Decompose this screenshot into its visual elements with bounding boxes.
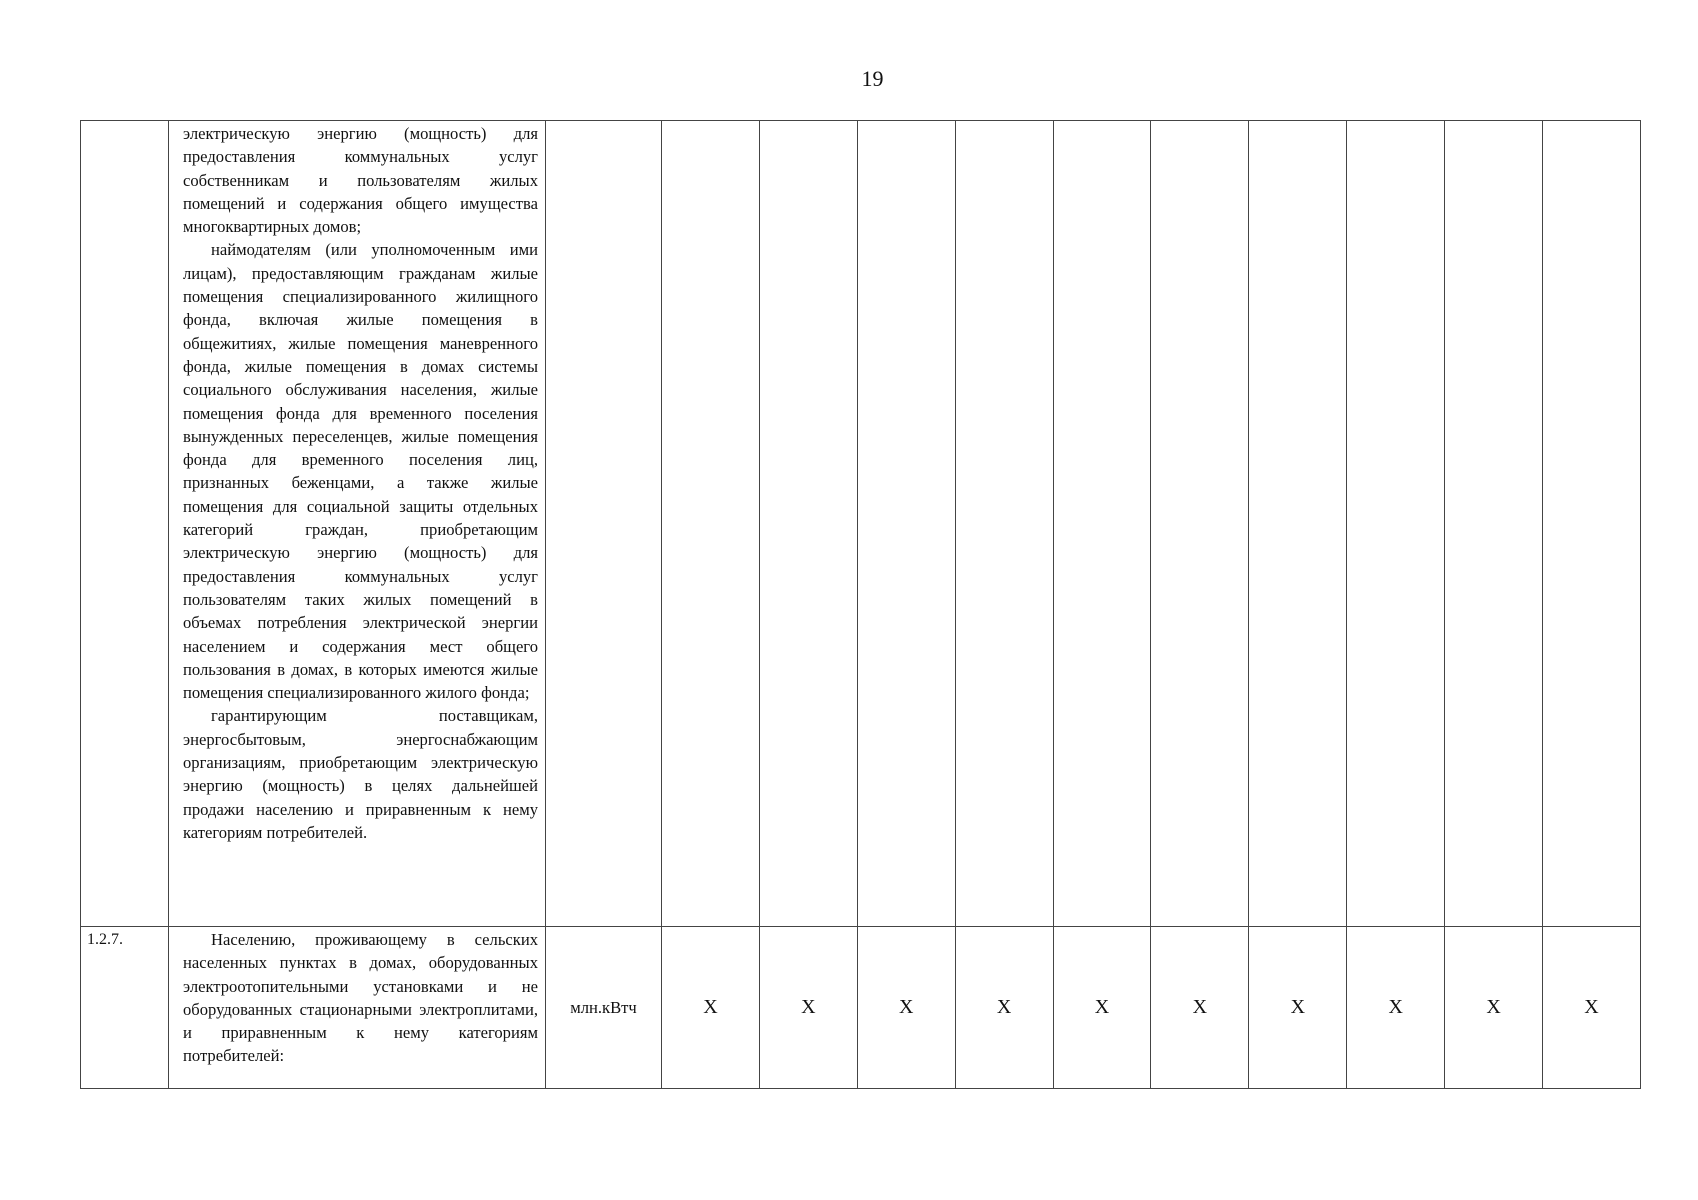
description-paragraph: электрическую энергию (мощность) для предоставления коммунальных услуг собственникам и пользователям жилых помещений и содержания общего имущества многоквартирных домов;: [183, 124, 538, 237]
unit-cell: млн.кВтч: [546, 927, 662, 1089]
row-description-cell: [169, 927, 546, 1089]
page-number: 19: [861, 66, 884, 91]
data-table: [80, 120, 1641, 1089]
table-row-continued: [81, 121, 1641, 927]
value-cell: [1249, 121, 1347, 927]
description-paragraph: наймодателям (или уполномоченным ими лицам), предоставляющим гражданам жилые помещения специализированного жилищного фонда, включая жилые помещения в общежитиях, жилые помещения маневренного фонда, жилые помещения в домах системы социального обслуживания населения, жилые помещения фонда для временного поселения вынужденных переселенцев, жилые помещения фонда для временного поселения лиц, признанных беженцами, а также жилые помещения для социальной защиты отдельных категорий граждан, приобретающим электрическую энергию (мощность) для предоставления коммунальных услуг пользователям таких жилых помещений в объемах потребления электрической энергии населением и содержания мест общего пользования в домах, в которых имеются жилые помещения специализированного жилого фонда;: [183, 240, 538, 703]
value-cell: [1445, 121, 1543, 927]
unit-cell: [546, 121, 662, 927]
value-cell: [955, 121, 1053, 927]
row-number-cell: 1.2.7.: [81, 927, 169, 1089]
value-cell: Х: [1053, 927, 1151, 1089]
value-cell: Х: [662, 927, 760, 1089]
value-cell: Х: [1249, 927, 1347, 1089]
value-cell: Х: [955, 927, 1053, 1089]
value-cell: Х: [1151, 927, 1249, 1089]
row-description-cell: [169, 121, 546, 927]
value-cell: Х: [1347, 927, 1445, 1089]
value-cell: [1543, 121, 1641, 927]
description-paragraph: Населению, проживающему в сельских населенных пунктах в домах, оборудованных электроотопительными установками и не оборудованных стационарными электроплитами, и приравненным к нему категориям потребителей:: [183, 930, 538, 1066]
value-cell: Х: [1445, 927, 1543, 1089]
row-number-cell: [81, 121, 169, 927]
description-paragraph: гарантирующим поставщикам, энергосбытовым, энергоснабжающим организациям, приобретающим электрическую энергию (мощность) в целях дальнейшей продажи населению и приравненным к нему категориям потребителей.: [183, 706, 538, 842]
table-row-1-2-7: [81, 927, 1641, 1089]
value-cell: Х: [759, 927, 857, 1089]
value-cell: [857, 121, 955, 927]
value-cell: Х: [857, 927, 955, 1089]
value-cell: [1151, 121, 1249, 927]
value-cell: [1347, 121, 1445, 927]
value-cell: [759, 121, 857, 927]
value-cell: [1053, 121, 1151, 927]
value-cell: [662, 121, 760, 927]
value-cell: Х: [1543, 927, 1641, 1089]
